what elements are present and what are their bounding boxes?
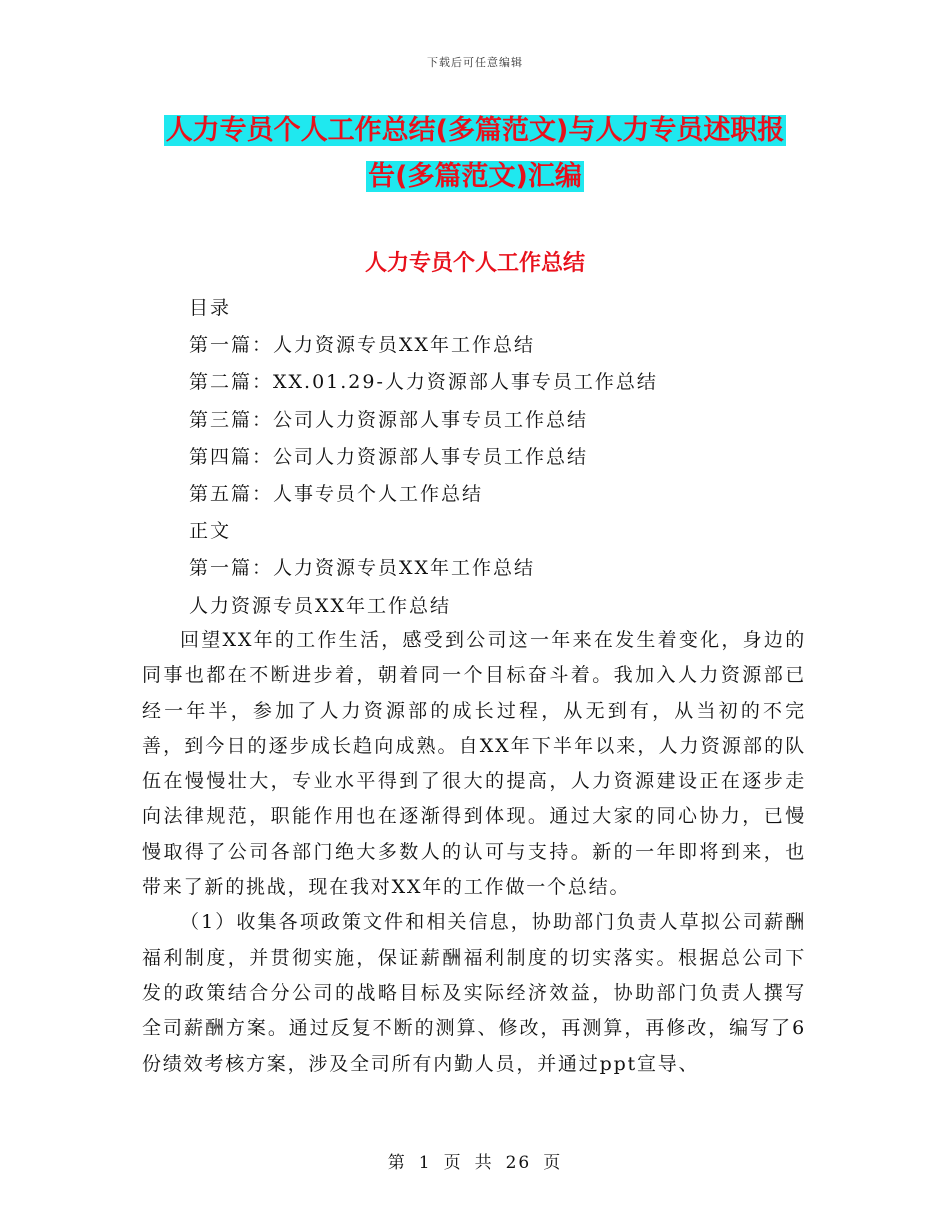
page-total: 26 — [505, 1153, 532, 1173]
body-paragraph: （1）收集各项政策文件和相关信息，协助部门负责人草拟公司薪酬福利制度，并贯彻实施，保证薪酬福利制度的切实落实。根据总公司下发的政策结合分公司的战略目标及实际经济效益，协助部门负责人撰写全司薪酬方案。通过反复不断的测算、修改，再测算，再修改，编写了6份绩效考核方案，涉及全司所有内勤人员，并通过ppt宣导、 — [142, 911, 806, 1075]
page-number-footer — [0, 1148, 950, 1173]
page-label-mid: 页 — [443, 1153, 463, 1173]
page-label-prefix: 第 — [387, 1153, 407, 1173]
page-label-suffix: 页 — [543, 1153, 563, 1173]
document-title-line-1: 人力专员个人工作总结(多篇范文)与人力专员述职报 — [165, 115, 785, 146]
chapter-subtitle: 人力资源专员XX年工作总结 — [189, 594, 452, 617]
document-title — [0, 108, 950, 200]
chapter-heading: 第一篇：人力资源专员XX年工作总结 — [189, 557, 536, 580]
page-total-prefix: 共 — [474, 1153, 494, 1173]
body-paragraph: 回望XX年的工作生活，感受到公司这一年来在发生着变化，身边的同事也都在不断进步着，朝着同一个目标奋斗着。我加入人力资源部已经一年半，参加了人力资源部的成长过程，从无到有，从当初的不完善，到今日的逐步成长趋向成熟。自XX年下半年以来，人力资源部的队伍在慢慢壮大，专业水平得到了很大的提高，人力资源建设正在逐步走向法律规范，职能作用也在逐渐得到体现。通过大家的同心协力，已慢慢取得了公司各部门绝大多数人的认可与支持。新的一年即将到来，也带来了新的挑战，现在我对XX年的工作做一个总结。 — [142, 629, 806, 899]
page-header-note: 下载后可任意编辑 — [427, 56, 523, 69]
toc-heading: 目录 — [189, 297, 232, 319]
toc-item: 第五篇：人事专员个人工作总结 — [189, 483, 484, 506]
body-heading: 正文 — [189, 520, 232, 543]
toc-item: 第一篇：人力资源专员XX年工作总结 — [189, 334, 536, 357]
table-of-contents — [189, 290, 829, 625]
toc-item: 第四篇：公司人力资源部人事专员工作总结 — [189, 445, 589, 468]
body-text — [142, 623, 806, 1082]
document-title-line-2: 告(多篇范文)汇编 — [368, 161, 582, 192]
page-current: 1 — [418, 1153, 432, 1173]
toc-item: 第二篇：XX.01.29-人力资源部人事专员工作总结 — [189, 371, 658, 394]
section-title: 人力专员个人工作总结 — [364, 251, 585, 276]
toc-item: 第三篇：公司人力资源部人事专员工作总结 — [189, 408, 589, 431]
